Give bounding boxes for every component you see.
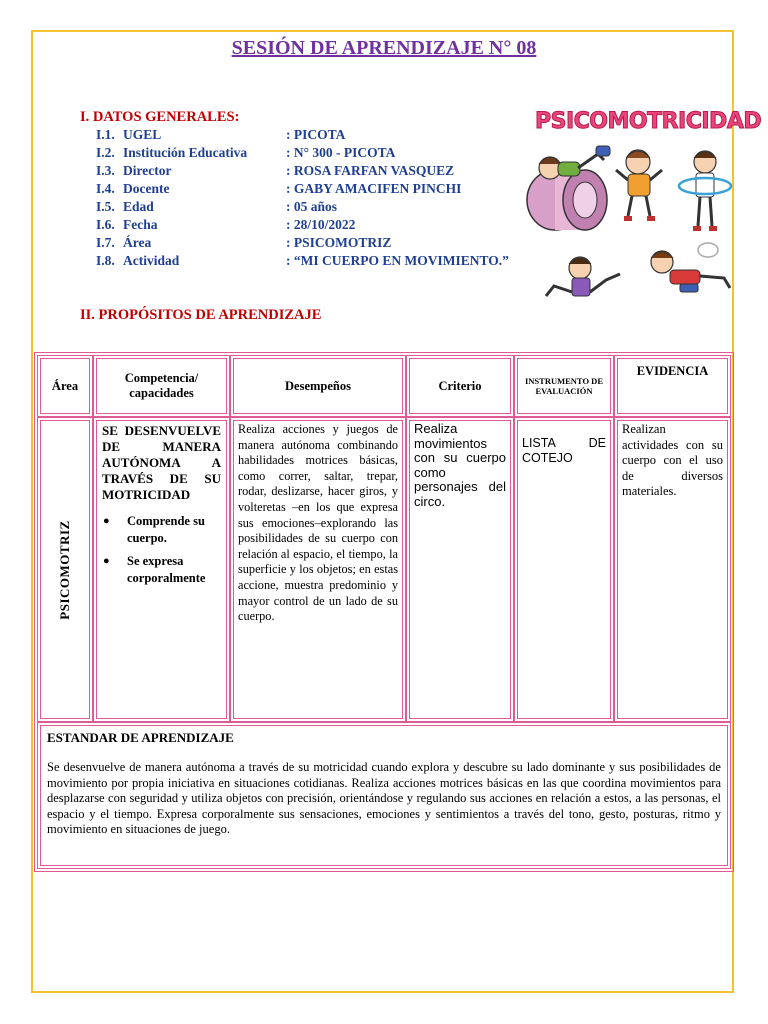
cell-instrumento (514, 417, 614, 722)
section-propositos-heading: II. PROPÓSITOS DE APRENDIZAJE (80, 307, 322, 323)
header-area: Área (37, 355, 93, 417)
header-evidencia: EVIDENCIA (614, 355, 731, 417)
datos-row-fecha: I.6. Fecha : 28/10/2022 (96, 217, 356, 232)
datos-row-actividad: I.8. Actividad : “MI CUERPO EN MOVIMIENTO.” (96, 253, 509, 268)
header-desempenos: Desempeños (230, 355, 406, 417)
capacidades-list (97, 513, 226, 587)
criterio-text: Realiza movimientos con su cuerpo como personajes del circo. (414, 421, 506, 509)
capacidad-item: ● Se expresa corporalmente (103, 553, 222, 587)
page-title: SESIÓN DE APRENDIZAJE N° 08 (231, 37, 537, 59)
cell-evidencia (614, 417, 731, 722)
cell-desempenos (230, 417, 406, 722)
cell-criterio (406, 417, 514, 722)
competencia-title: SE DESENVUELVE DE MANERA AUTÓNOMA A TRAVÉS DE SU MOTRICIDAD (102, 423, 221, 502)
estandar-section (37, 722, 731, 869)
estandar-text: Se desenvuelve de manera autónoma a través de su motricidad cuando explora y descubre su lado dominante y sus posibilidades de movimiento por propia iniciativa en situaciones cotidianas. Realiza acciones motrices básicas en las que coordina movimientos para desplazarse con seguridad y utiliza objetos con precisión, orientándose y regulando sus acciones en relación a estos, a las personas, el espacio y el tiempo. Expresa corporalmente sus sensaciones, emociones y sentimientos a través del tono, gesto, posturas, ritmo y movimiento en situaciones de juego. (47, 760, 721, 837)
datos-row-director: I.3. Director : ROSA FARFAN VASQUEZ (96, 163, 455, 178)
instrumento-text: LISTA DE COTEJO (522, 436, 606, 465)
area-vertical-label: PSICOMOTRIZ (57, 519, 72, 620)
datos-row-institucion: I.2. Institución Educativa : N° 300 - PICOTA (96, 145, 396, 160)
psicomotricidad-logo-title: PSICOMOTRICIDAD (535, 109, 762, 134)
datos-row-area: I.7. Área : PSICOMOTRIZ (96, 235, 392, 250)
cell-competencia (93, 417, 230, 722)
children-playing-illustration (520, 140, 735, 315)
section-datos-generales-heading: I. DATOS GENERALES: (80, 109, 240, 125)
desempenos-text: Realiza acciones y juegos de manera autónoma combinando habilidades motrices básicas, como correr, saltar, trepar, rodar, deslizarse, hacer giros, y volteretas –en los que expresa sus emociones–explorando las posibilidades de su cuerpo con relación al espacio, el tiempo, la superficie y los objetos; en estas accione, muestra predominio y mayor control de un lado de su cuerpo. (238, 422, 398, 624)
header-criterio: Criterio (406, 355, 514, 417)
datos-row-edad: I.5. Edad : 05 años (96, 199, 338, 214)
datos-generales-list (96, 127, 556, 271)
header-instrumento: INSTRUMENTO DE EVALUACIÓN (514, 355, 614, 417)
cell-area (37, 417, 93, 722)
datos-row-docente: I.4. Docente : GABY AMACIFEN PINCHI (96, 181, 462, 196)
datos-row-ugel: I.1. UGEL : PICOTA (96, 127, 346, 142)
header-competencia: Competencia/ capacidades (93, 355, 230, 417)
propositos-table (34, 352, 734, 872)
estandar-title: ESTANDAR DE APRENDIZAJE (47, 730, 234, 745)
capacidad-item: ● Comprende su cuerpo. (103, 513, 222, 547)
evidencia-text: Realizan actividades con su cuerpo con el uso de diversos materiales. (622, 422, 723, 499)
